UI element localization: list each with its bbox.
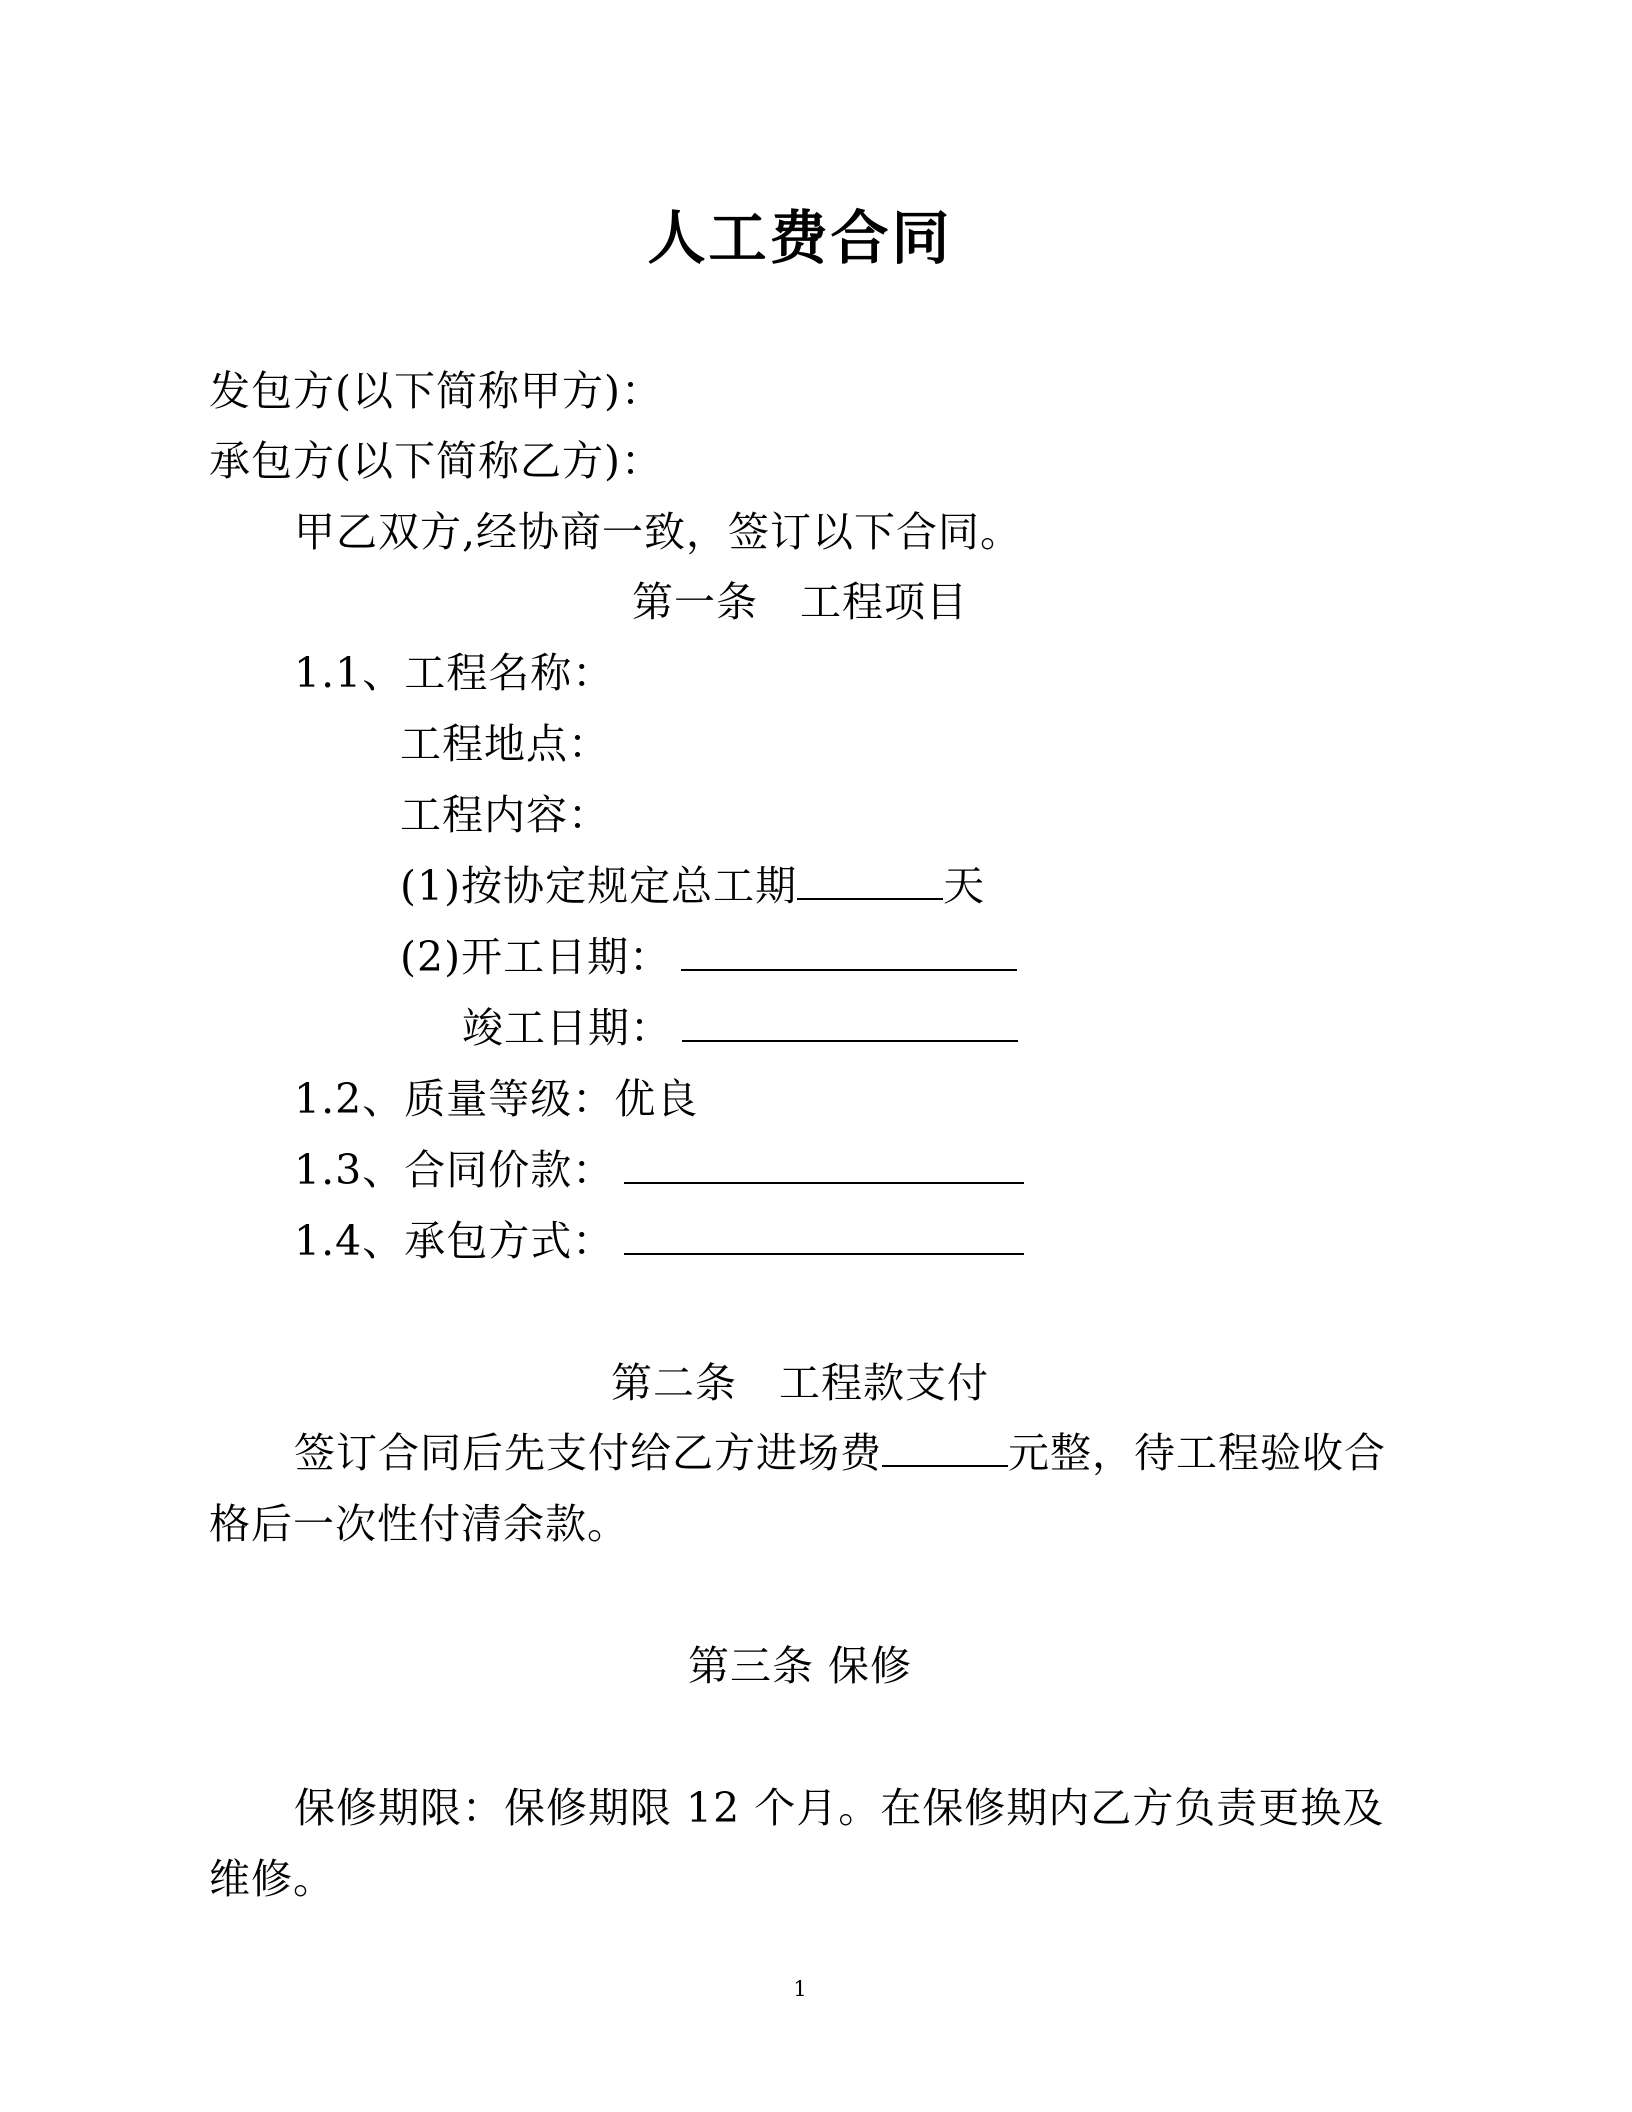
party-b-label: 承包方(以下简称乙方)： [209, 437, 663, 485]
method-blank [624, 1217, 1024, 1255]
document-title: 人工费合同 [647, 204, 953, 272]
start-date-blank [681, 933, 1017, 971]
start-date-line [400, 929, 1017, 985]
project-content-label: 工程内容： [400, 791, 610, 839]
start-date-label: (2)开工日期： [400, 933, 672, 981]
party-a-label: 发包方(以下简称甲方)： [209, 367, 663, 415]
price-blank [624, 1146, 1024, 1184]
end-date-blank [682, 1004, 1018, 1042]
project-name-label: 1.1、工程名称： [294, 649, 615, 697]
page-number: 1 [793, 1977, 807, 2001]
method-label: 1.4、承包方式： [294, 1217, 615, 1265]
price-line [294, 1142, 1024, 1198]
price-label: 1.3、合同价款： [294, 1146, 615, 1194]
end-date-line [462, 1000, 1018, 1056]
duration-suffix: 天 [943, 862, 986, 910]
method-line [294, 1213, 1024, 1269]
duration-blank [797, 862, 943, 900]
warranty-line-1: 保修期限：保修期限 12 个月。在保修期内乙方负责更换及 [294, 1784, 1385, 1832]
entry-fee-blank [882, 1429, 1008, 1467]
duration-line [400, 858, 985, 914]
payment-line-1 [294, 1425, 1386, 1481]
duration-prefix: (1)按协定规定总工期 [400, 862, 798, 910]
article3-heading: 第三条 保修 [687, 1642, 913, 1690]
payment-line-2: 格后一次性付清余款。 [209, 1500, 629, 1548]
article2-heading: 第二条 工程款支付 [611, 1359, 989, 1407]
warranty-line-2: 维修。 [209, 1855, 335, 1903]
payment-prefix: 签订合同后先支付给乙方进场费 [294, 1429, 882, 1477]
quality-line: 1.2、质量等级：优良 [294, 1075, 699, 1123]
payment-suffix: 元整，待工程验收合 [1008, 1429, 1386, 1477]
article1-heading: 第一条 工程项目 [632, 578, 968, 626]
end-date-label: 竣工日期： [462, 1004, 672, 1052]
project-location-label: 工程地点： [400, 720, 610, 768]
intro-paragraph: 甲乙双方,经协商一致，签订以下合同。 [294, 508, 1023, 556]
